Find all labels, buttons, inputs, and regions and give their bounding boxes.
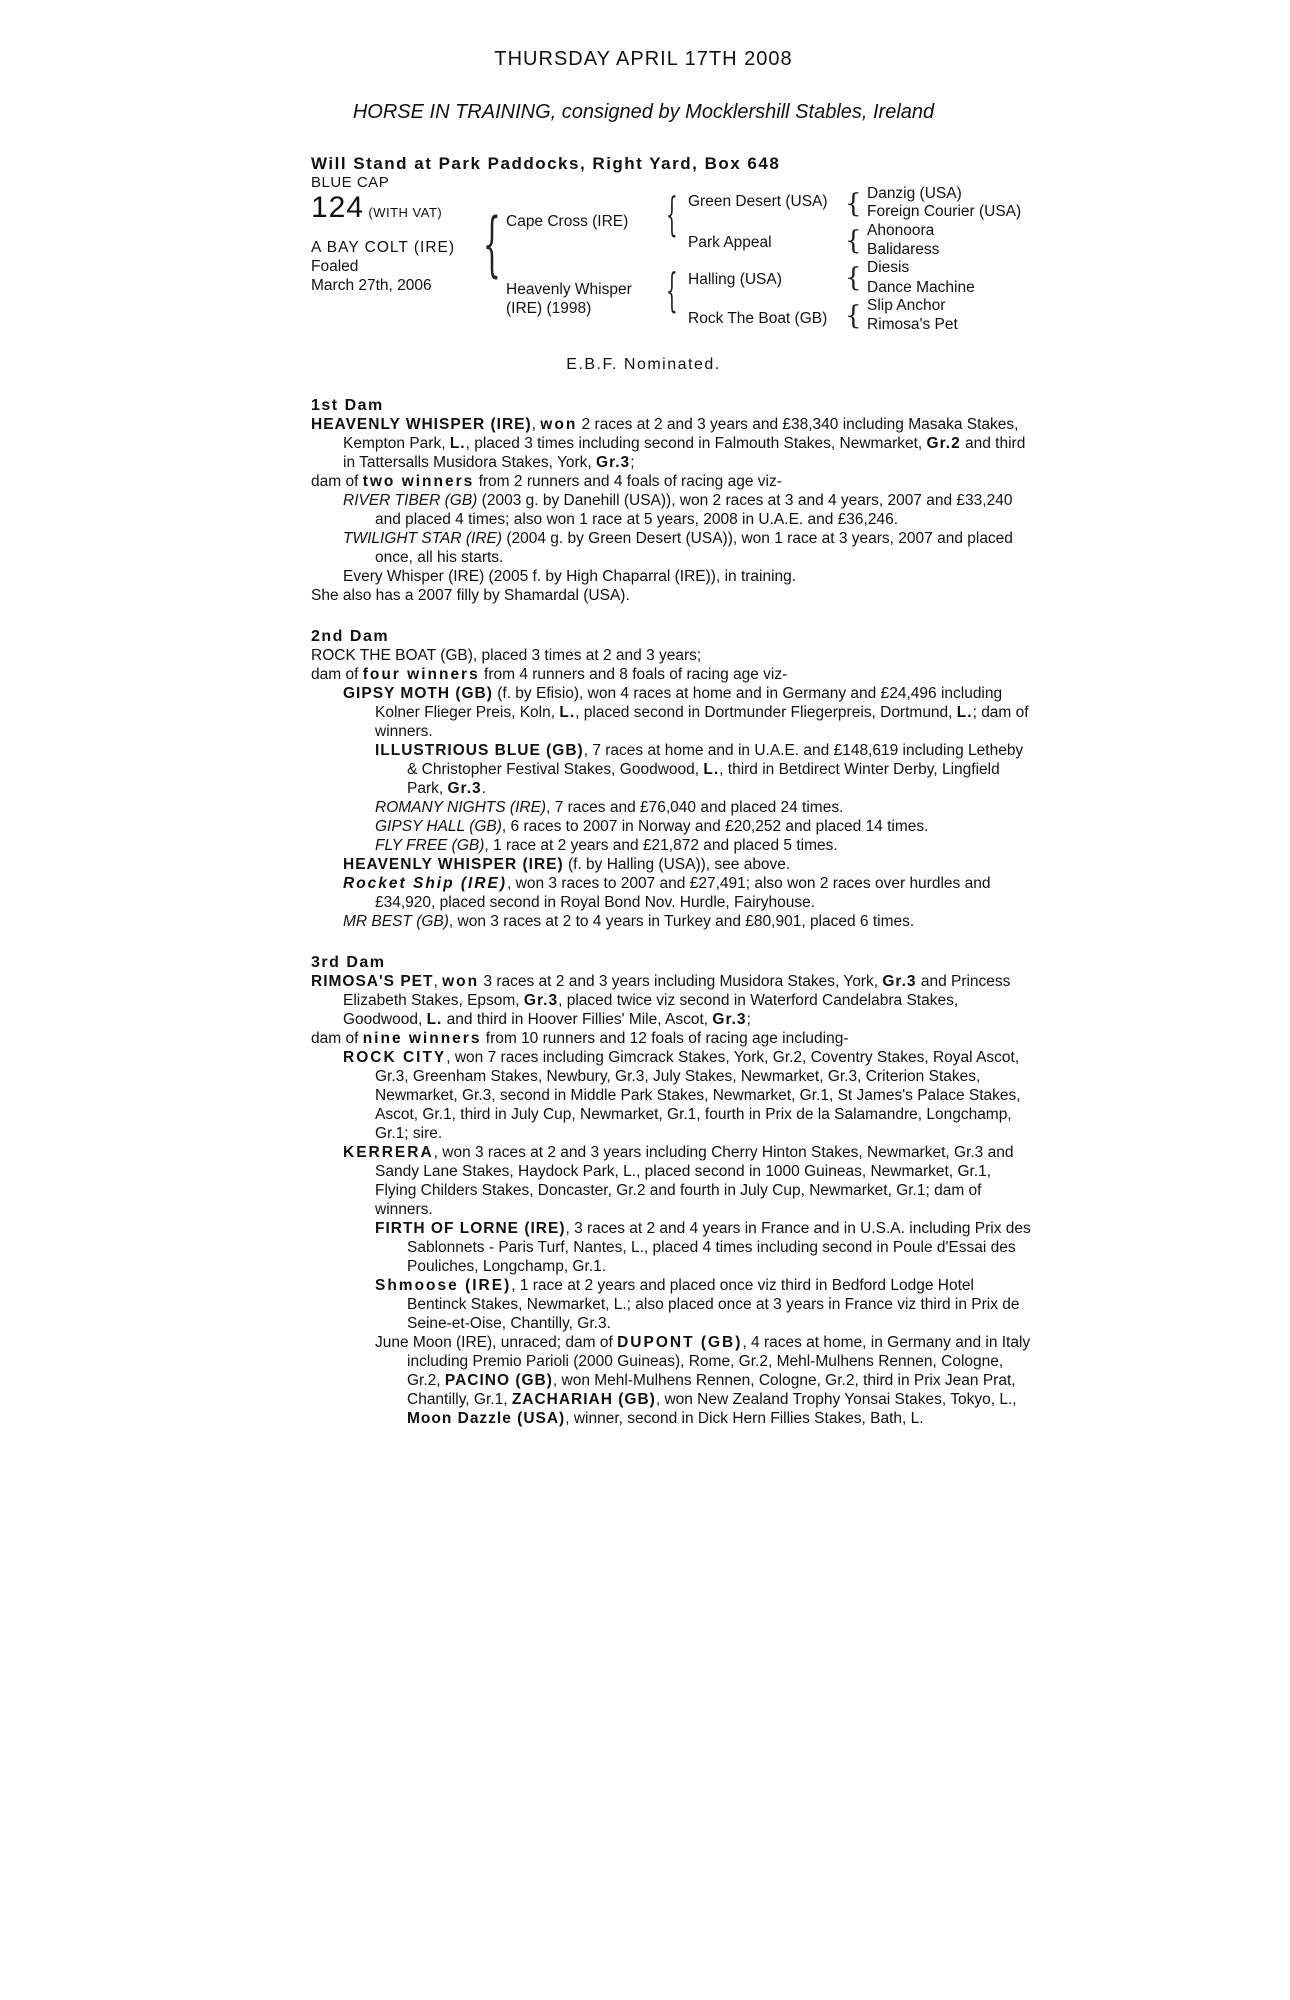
produce-entry (311, 1048, 1036, 1143)
produce-name: Shmoose (IRE) (375, 1277, 512, 1294)
produce-entry (311, 855, 1036, 874)
text: , won Mehl-Mulhens Rennen, Cologne, Gr.2, third in Prix Jean Prat, Chantilly, Gr.1, (407, 1372, 1016, 1408)
produce-entry (311, 529, 1036, 567)
listed: L. (559, 704, 576, 721)
brace-dam-parents: { (666, 263, 678, 317)
grade: Gr.3 (882, 973, 917, 990)
third-dam-record (311, 972, 1036, 1029)
produce-name: ROMANY NIGHTS (IRE) (375, 799, 547, 816)
catalogue-page (311, 40, 1036, 1428)
produce-entry (311, 491, 1036, 529)
text: , 4 races at home, in Germany and in Italy including Premio Parioli (2000 Guineas), Rome, Gr.2, Mehl-Mulhens Rennen, Cologne, Gr.2, (407, 1334, 1031, 1389)
second-dam-record: ROCK THE BOAT (GB), placed 3 times at 2 and 3 years; (311, 647, 702, 664)
grade: Gr.3 (523, 992, 559, 1009)
sire-dam: Park Appeal (688, 234, 772, 251)
text: and third in Tattersalls Musidora Stakes, York, (343, 435, 1026, 471)
first-dam-record (311, 415, 1036, 472)
text: from 2 runners and 4 foals of racing age viz- (474, 473, 782, 490)
text: June Moon (IRE), unraced; dam of (375, 1334, 618, 1351)
produce-entry (311, 1276, 1036, 1333)
foaled-date: March 27th, 2006 (311, 277, 432, 294)
produce-entry (311, 684, 1036, 741)
produce-entry (311, 741, 1036, 798)
sire-sire-sire: Danzig (USA) (867, 185, 962, 202)
text: , 7 races at home and in U.A.E. and £148,619 including Letheby & Christopher Festival Stakes, Goodwood, (407, 742, 1024, 778)
text: , won 3 races at 2 to 4 years in Turkey and £80,901, placed 6 times. (448, 913, 915, 930)
dam-dam-sire: Slip Anchor (867, 297, 946, 314)
first-dam-title: 1st Dam (311, 397, 384, 414)
lot-description: A BAY COLT (IRE) (311, 239, 456, 256)
text: , (433, 973, 443, 990)
text: , won 3 races to 2007 and £27,491; also won 2 races over hurdles and £34,920, placed second in Royal Bond Nov. Hurdle, Fairyhouse. (375, 875, 991, 911)
text: dam of (311, 473, 363, 490)
grade: Gr.2 (926, 435, 961, 452)
text: , third in Betdirect Winter Derby, Lingfield Park, (407, 761, 1000, 797)
dam-line2: (IRE) (1998) (506, 300, 592, 317)
text: , 1 race at 2 years and £21,872 and placed 5 times. (484, 837, 838, 854)
listed: L. (426, 1011, 443, 1028)
text: . (481, 780, 486, 797)
won-label: won (442, 973, 480, 990)
produce-name: MR BEST (GB) (343, 913, 449, 930)
lot-number-line (311, 191, 442, 225)
text: dam of (311, 1030, 363, 1047)
brace-sire-dam: { (483, 203, 501, 285)
produce-entry: Every Whisper (IRE) (2005 f. by High Chaparral (IRE)), in training. (343, 568, 797, 585)
produce-name: HEAVENLY WHISPER (IRE) (343, 856, 564, 873)
grade: Gr.3 (596, 454, 631, 471)
text: ; (746, 1011, 751, 1028)
text: , 3 races at 2 and 4 years in France and in U.S.A. including Prix des Sablonnets - Paris Turf, Nantes, L., placed 4 times including second in Poule d'Essai des Pouliches, Longchamp, Gr.1. (407, 1220, 1031, 1275)
first-dam-section (311, 396, 1036, 605)
text: , winner, second in Dick Hern Fillies Stakes, Bath, L. (565, 1410, 924, 1427)
ebf-note: E.B.F. Nominated. (566, 356, 721, 373)
produce-entry (311, 874, 1036, 912)
third-dam-name: RIMOSA'S PET (311, 973, 434, 990)
produce-note: She also has a 2007 filly by Shamardal (USA). (311, 587, 630, 604)
text: , won 7 races including Gimcrack Stakes, York, Gr.2, Coventry Stakes, Royal Ascot, Gr.3, Greenham Stakes, Newbury, Gr.3, July Stakes, Newmarket, Gr.3, Criterion Stakes, Newmarket, Gr.3, second in Middle Park Stakes, Newmarket, Gr.1, St James's Palace Stakes, Ascot, Gr.1, third in July Cup, Newmarket, Gr.1, fourth in Prix de la Salamandre, Longchamp, Gr.1; sire. (375, 1049, 1021, 1142)
text: (f. by Efisio), won 4 races at home and in Germany and £24,496 including Kolner Flieger Preis, Koln, (375, 685, 1003, 721)
produce-name: FLY FREE (GB) (375, 837, 485, 854)
text: , (531, 416, 541, 433)
text: , placed 3 times including second in Falmouth Stakes, Newmarket, (465, 435, 927, 452)
produce-name: Rocket Ship (IRE) (343, 875, 508, 892)
first-dam-produce-summary (311, 472, 1036, 491)
sire: Cape Cross (IRE) (506, 213, 629, 230)
listed: L. (703, 761, 720, 778)
stand-location: Will Stand at Park Paddocks, Right Yard, Box 648 (311, 154, 781, 173)
consignor-line: HORSE IN TRAINING, consigned by Mocklershill Stables, Ireland (352, 101, 935, 123)
third-dam-title: 3rd Dam (311, 954, 386, 971)
produce-name: KERRERA (343, 1144, 434, 1161)
second-dam-title: 2nd Dam (311, 628, 390, 645)
second-dam-produce-summary (311, 665, 1036, 684)
text: 2 races at 2 and 3 years and £38,340 including Masaka Stakes, Kempton Park, (343, 416, 1019, 452)
text: , placed second in Dortmunder Fliegerpreis, Dortmund, (575, 704, 957, 721)
text: (f. by Halling (USA)), see above. (563, 856, 791, 873)
text: dam of (311, 666, 363, 683)
dam-dam-dam: Rimosa's Pet (867, 316, 958, 333)
text: from 4 runners and 8 foals of racing age viz- (479, 666, 788, 683)
produce-name: GIPSY HALL (GB) (375, 818, 502, 835)
sire-dam-dam: Balidaress (867, 241, 940, 258)
vat-note: (WITH VAT) (368, 205, 443, 220)
produce-entry (311, 1333, 1036, 1428)
produce-entry (311, 836, 1036, 855)
dam-sire-dam: Dance Machine (867, 279, 975, 296)
cap-colour: BLUE CAP (311, 174, 390, 191)
produce-name: Moon Dazzle (USA) (407, 1410, 566, 1427)
text: (2003 g. by Danehill (USA)), won 2 races at 3 and 4 years, 2007 and £33,240 and placed 4 times; also won 1 race at 5 years, 2008 in U.A.E. and £36,246. (375, 492, 1013, 528)
first-dam-name: HEAVENLY WHISPER (IRE) (311, 416, 532, 433)
listed: L. (449, 435, 466, 452)
produce-name: DUPONT (GB) (617, 1334, 743, 1351)
produce-name: ROCK CITY (343, 1049, 447, 1066)
brace-sire-parents: { (666, 187, 678, 241)
produce-name: ZACHARIAH (GB) (511, 1391, 656, 1408)
text: , placed twice viz second in Waterford Candelabra Stakes, Goodwood, (343, 992, 959, 1028)
winner-count: two winners (362, 473, 475, 490)
foaled-label: Foaled (311, 258, 359, 275)
brace-dd: { (845, 301, 862, 331)
produce-name: TWILIGHT STAR (IRE) (343, 530, 503, 547)
third-dam-section (311, 953, 1036, 1428)
won-label: won (540, 416, 578, 433)
text: , 6 races to 2007 in Norway and £20,252 and placed 14 times. (501, 818, 929, 835)
brace-ds: { (845, 263, 862, 293)
produce-entry (311, 798, 1036, 817)
lot-number: 124 (311, 191, 365, 224)
dam-dam: Rock The Boat (GB) (688, 310, 828, 327)
text: , 1 race at 2 years and placed once viz third in Bedford Lodge Hotel Bentinck Stakes, Newmarket, L.; also placed once at 3 years in France viz third in Prix de Seine-et-Oise, Chantilly, Gr.3. (407, 1277, 1020, 1332)
sire-sire: Green Desert (USA) (688, 193, 828, 210)
text: , 7 races and £76,040 and placed 24 times. (546, 799, 844, 816)
produce-name: FIRTH OF LORNE (IRE) (375, 1220, 566, 1237)
produce-name: GIPSY MOTH (GB) (343, 685, 493, 702)
brace-ss: { (845, 189, 862, 219)
produce-name: PACINO (GB) (444, 1372, 553, 1389)
pedigree-table (311, 185, 1036, 356)
second-dam-section (311, 627, 1036, 931)
third-dam-produce-summary (311, 1029, 1036, 1048)
text: and Princess Elizabeth Stakes, Epsom, (343, 973, 1011, 1009)
text: , won 3 races at 2 and 3 years including Cherry Hinton Stakes, Newmarket, Gr.3 and Sandy Lane Stakes, Haydock Park, L., placed second in 1000 Guineas, Newmarket, Gr.1, Flying Childers Stakes, Doncaster, Gr.2 and fourth in July Cup, Newmarket, Gr.1; dam of winners. (375, 1144, 1014, 1218)
produce-entry (311, 1143, 1036, 1219)
sire-dam-sire: Ahonoora (867, 222, 935, 239)
text: ; (630, 454, 635, 471)
text: from 10 runners and 12 foals of racing age including- (481, 1030, 849, 1047)
text: (2004 g. by Green Desert (USA)), won 1 race at 3 years, 2007 and placed once, all his starts. (375, 530, 1013, 566)
produce-entry (311, 912, 1036, 931)
produce-name: ILLUSTRIOUS BLUE (GB) (375, 742, 584, 759)
grade: Gr.3 (712, 1011, 747, 1028)
produce-name: RIVER TIBER (GB) (343, 492, 478, 509)
produce-entry (311, 1219, 1036, 1276)
listed: L. (956, 704, 973, 721)
dam-sire-sire: Diesis (867, 259, 910, 276)
grade: Gr.3 (447, 780, 482, 797)
text: ; dam of winners. (375, 704, 1029, 740)
sale-date: THURSDAY APRIL 17TH 2008 (494, 48, 793, 70)
brace-sd: { (845, 226, 862, 256)
winner-count: four winners (362, 666, 480, 683)
text: 3 races at 2 and 3 years including Musidora Stakes, York, (479, 973, 883, 990)
winner-count: nine winners (362, 1030, 482, 1047)
sire-sire-dam: Foreign Courier (USA) (867, 203, 1022, 220)
text: , won New Zealand Trophy Yonsai Stakes, Tokyo, L., (655, 1391, 1017, 1408)
dam-line1: Heavenly Whisper (506, 281, 632, 298)
text: and third in Hoover Fillies' Mile, Ascot, (442, 1011, 713, 1028)
dam-sire: Halling (USA) (688, 271, 782, 288)
produce-entry (311, 817, 1036, 836)
